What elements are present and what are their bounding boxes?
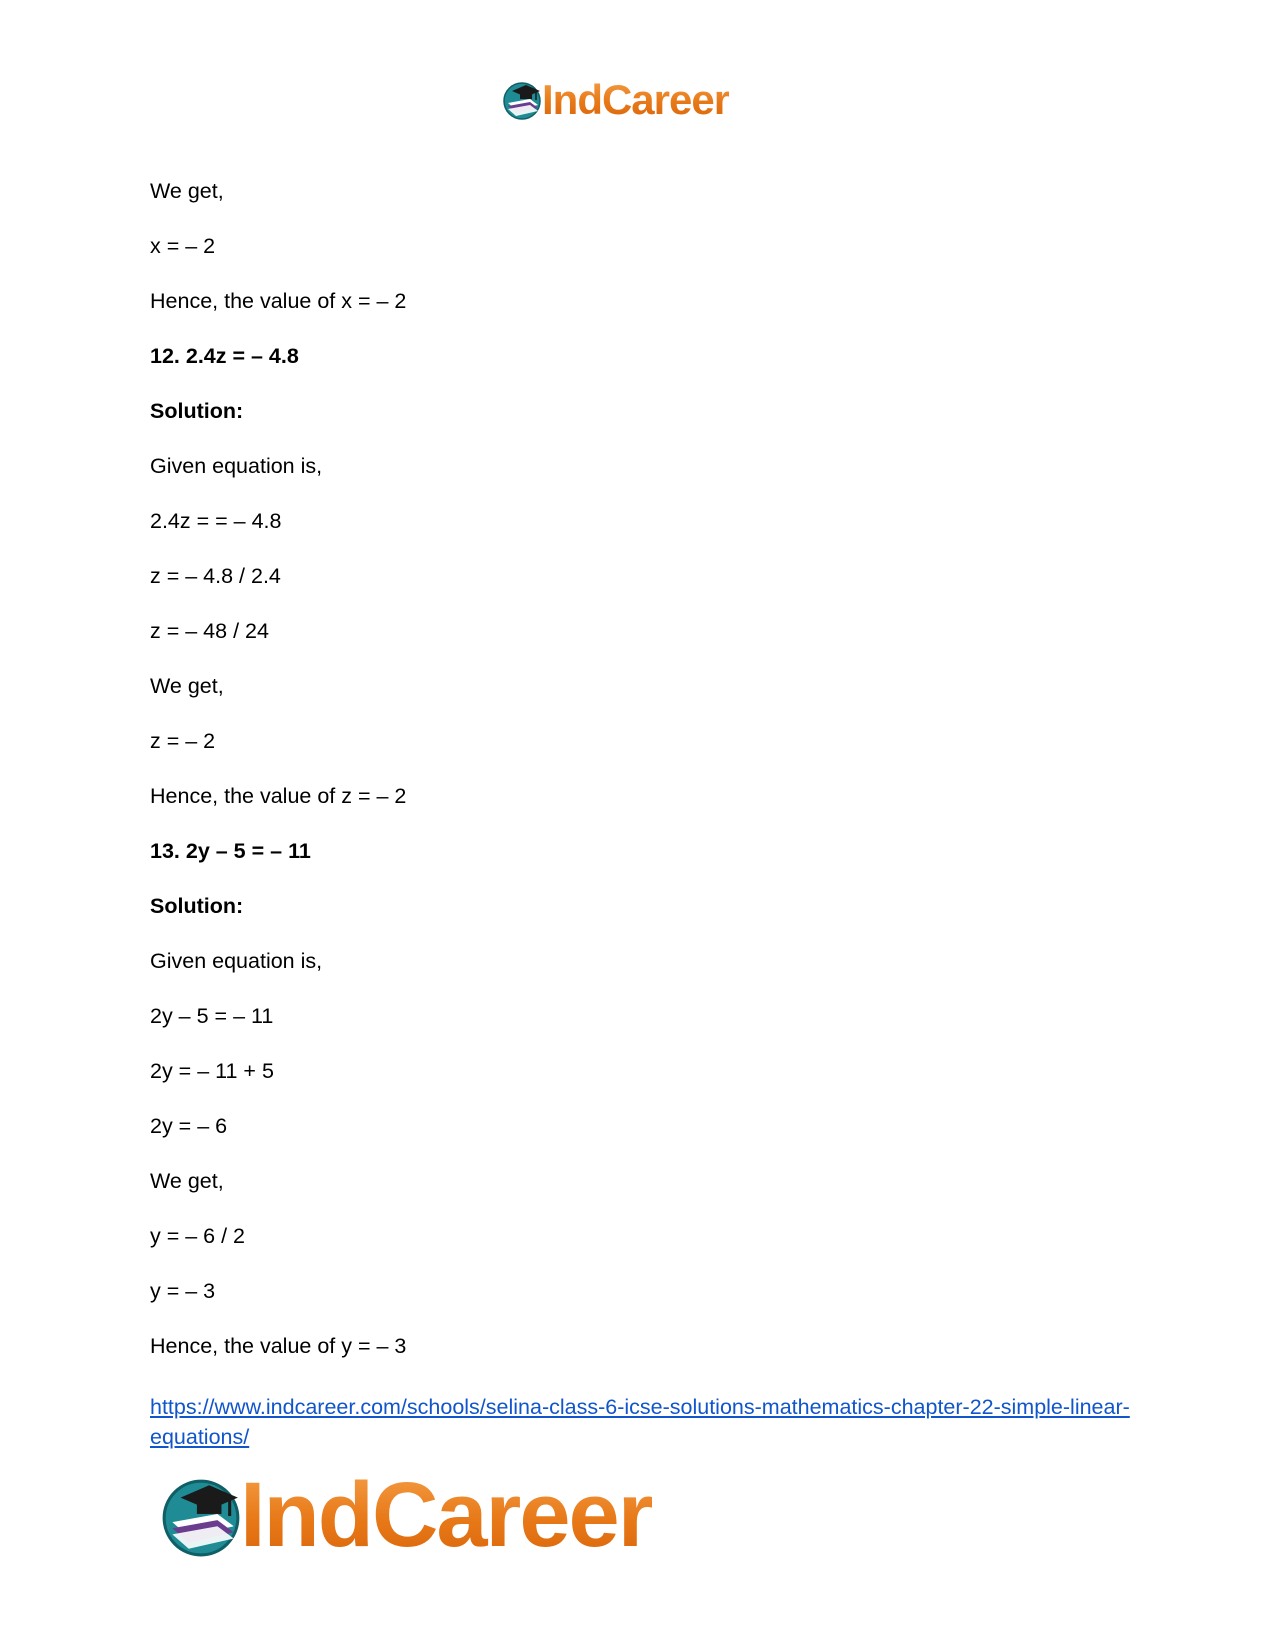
text-line: y = – 3 xyxy=(150,1279,216,1303)
heading-line: 13. 2y – 5 = – 11 xyxy=(150,839,311,863)
heading-line: 12. 2.4z = – 4.8 xyxy=(150,344,299,368)
text-line: x = – 2 xyxy=(150,234,216,258)
text-line: We get, xyxy=(150,674,224,698)
footer-logo-text: IndCareer xyxy=(240,1464,652,1566)
graduation-book-icon xyxy=(160,1473,242,1559)
text-line: 2y = – 11 + 5 xyxy=(150,1059,274,1083)
text-line: Hence, the value of y = – 3 xyxy=(150,1334,407,1358)
text-line: Hence, the value of x = – 2 xyxy=(150,289,407,313)
source-link[interactable]: https://www.indcareer.com/schools/selina-class-6-icse-solutions-mathematics-chapter-22-simple-linear-equations/ xyxy=(150,1395,1130,1449)
text-line: We get, xyxy=(150,1169,224,1193)
text-line: We get, xyxy=(150,179,224,203)
text-line: Given equation is, xyxy=(150,454,323,478)
text-line: Hence, the value of z = – 2 xyxy=(150,784,407,808)
header-logo xyxy=(502,76,729,124)
header-logo-text: IndCareer xyxy=(542,76,730,123)
heading-line: Solution: xyxy=(150,399,244,423)
text-line: y = – 6 / 2 xyxy=(150,1224,246,1248)
text-line: z = – 2 xyxy=(150,729,216,753)
footer-logo xyxy=(160,1463,652,1568)
text-line: z = – 48 / 24 xyxy=(150,619,269,643)
text-line: Given equation is, xyxy=(150,949,323,973)
text-line: z = – 4.8 / 2.4 xyxy=(150,564,281,588)
text-line: 2y – 5 = – 11 xyxy=(150,1004,274,1028)
text-line: 2.4z = = – 4.8 xyxy=(150,509,282,533)
heading-line: Solution: xyxy=(150,894,244,918)
graduation-book-icon xyxy=(502,79,542,121)
text-line: 2y = – 6 xyxy=(150,1114,228,1138)
